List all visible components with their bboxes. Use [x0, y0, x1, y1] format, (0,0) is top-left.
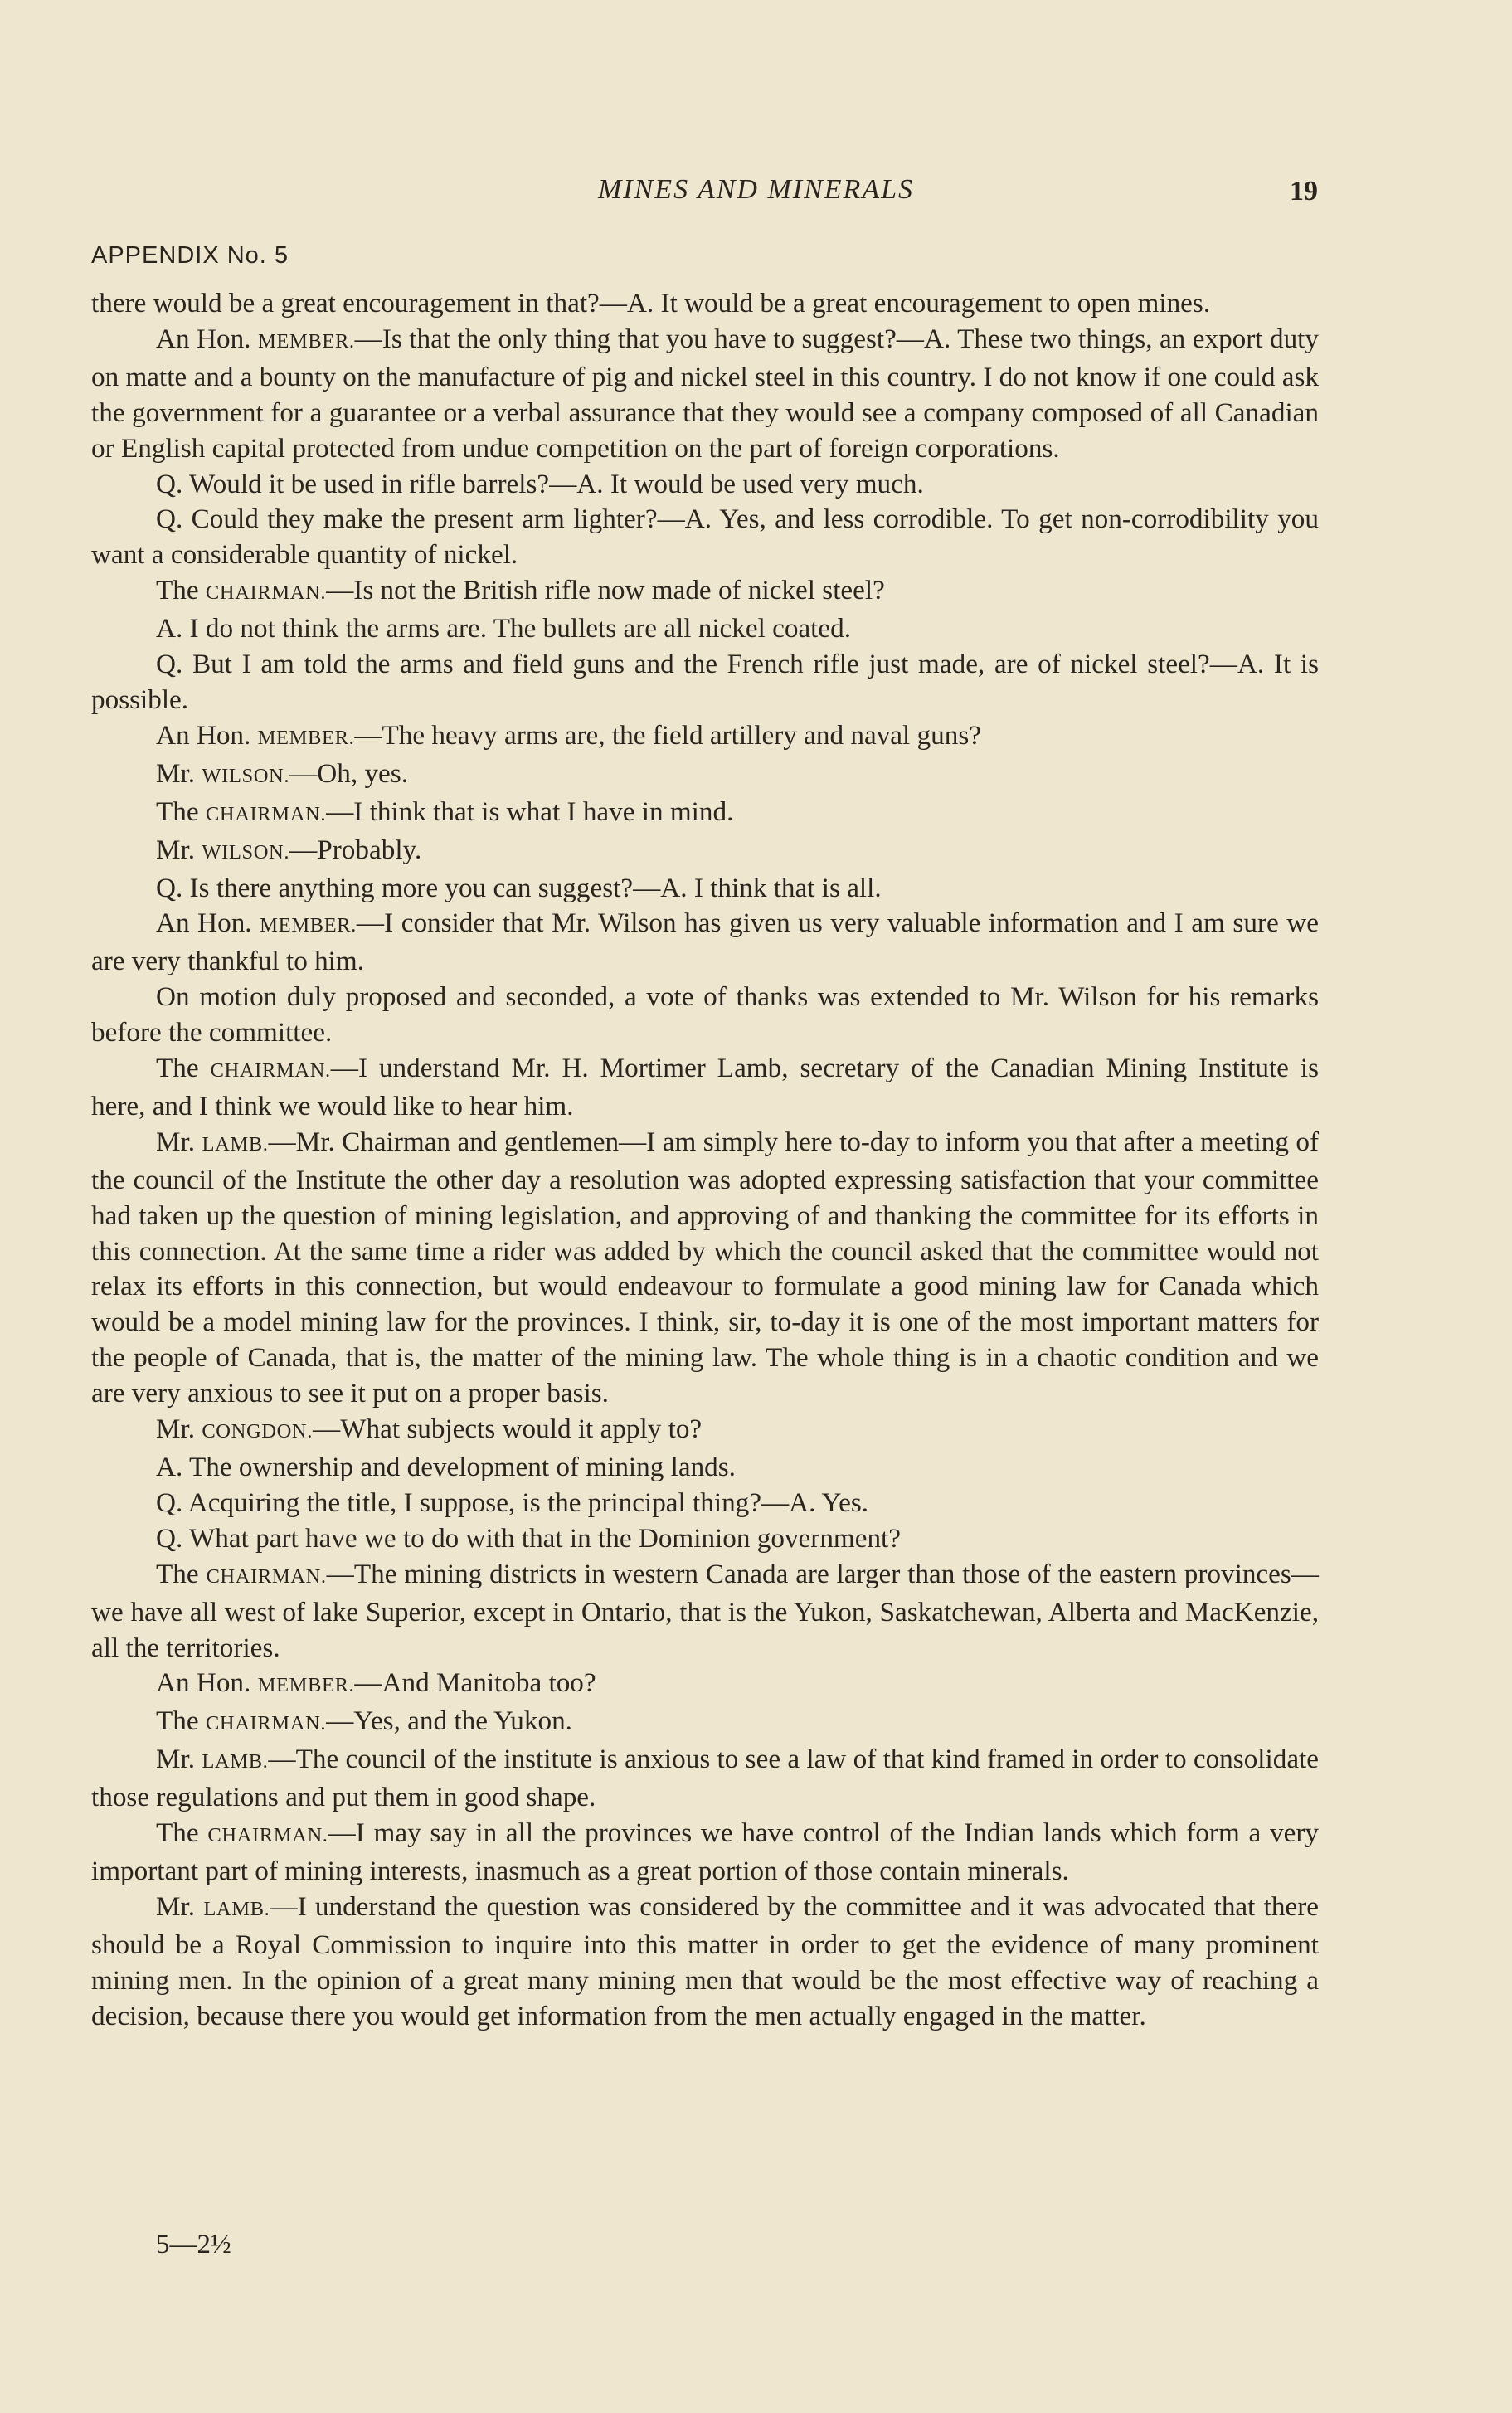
- paragraph-text: —Probably.: [289, 834, 422, 865]
- speaker-name: The CHAIRMAN.: [156, 575, 327, 606]
- paragraph-text: —Is that the only thing that you have to suggest?—A. These two things, an export duty on matte and a bounty on the manufacture of pig and nickel steel in this country. I do not know if one could ask the government for a guarantee or a verbal assurance that they would see a company composed of all Canadian or English capital protected from undue competition on the part of foreign corporations.: [91, 323, 1319, 464]
- paragraph-text: —The council of the institute is anxious to see a law of that kind framed in order to consolidate those regulations and put them in good shape.: [91, 1744, 1319, 1813]
- paragraph-text: Q. Acquiring the title, I suppose, is the principal thing?—A. Yes.: [156, 1486, 869, 1518]
- appendix-label: APPENDIX No. 5: [91, 242, 289, 269]
- paragraph-text: there would be a great encouragement in that?—A. It would be a great encouragement to open mines.: [91, 288, 1211, 319]
- paragraph: [91, 833, 1319, 871]
- paragraph: [91, 1890, 1319, 2035]
- speaker-name: Mr. LAMB.: [156, 1890, 270, 1922]
- speaker-name: The CHAIRMAN.: [156, 1053, 331, 1084]
- paragraph-text: —The heavy arms are, the field artillery and naval guns?: [354, 719, 981, 751]
- speaker-name: An Hon. MEMBER.: [156, 719, 355, 751]
- speaker-name: Mr. LAMB.: [156, 1744, 269, 1775]
- paragraph: [91, 1412, 1319, 1450]
- paragraph-text: —What subjects would it apply to?: [313, 1413, 703, 1445]
- paragraph: [91, 718, 1319, 756]
- page-number: 19: [1290, 176, 1318, 207]
- paragraph-text: —And Manitoba too?: [354, 1667, 596, 1699]
- running-title: MINES AND MINERALS: [597, 174, 914, 205]
- paragraph: [91, 467, 1319, 503]
- paragraph: [91, 871, 1319, 907]
- speaker-name: An Hon. MEMBER.: [156, 1667, 355, 1699]
- paragraph: [91, 573, 1319, 611]
- paragraph-text: Q. What part have we to do with that in the Dominion government?: [156, 1522, 902, 1554]
- paragraph-text: —I consider that Mr. Wilson has given us very valuable information and I am sure we are very thankful to him.: [91, 907, 1319, 977]
- paragraph-text: —Is not the British rifle now made of nickel steel?: [326, 575, 885, 606]
- speaker-name: The CHAIRMAN.: [156, 1817, 328, 1849]
- paragraph: [91, 647, 1319, 718]
- paragraph: [91, 1816, 1319, 1890]
- speaker-name: The CHAIRMAN.: [156, 1705, 327, 1737]
- paragraph: [91, 1666, 1319, 1704]
- paragraph-text: —I may say in all the provinces we have control of the Indian lands which form a very important part of mining interests, inasmuch as a great portion of those contain minerals.: [91, 1817, 1319, 1886]
- paragraph-text: Q. Could they make the present arm lighter?—A. Yes, and less corrodible. To get non-corrodibility you want a considerable quantity of nickel.: [91, 504, 1319, 571]
- paragraph: [91, 1125, 1319, 1412]
- paragraph: [91, 322, 1319, 467]
- paragraph-text: —I think that is what I have in mind.: [326, 795, 734, 827]
- paragraph-text: —Mr. Chairman and gentlemen—I am simply here to-day to inform you that after a meeting of the council of the Institute the other day a resolution was adopted expressing satisfaction that your committee had taken up the question of mining legislation, and approving of and thanking the committee for its efforts in this connection. At the same time a rider was added by which the council asked that the committee would not relax its efforts in this connection, but would endeavour to formulate a good mining law for Canada which would be a model mining law for the provinces. I think, sir, to-day it is one of the most important matters for the people of Canada, that is, the matter of the mining law. The whole thing is in a chaotic condition and we are very anxious to see it put on a proper basis.: [91, 1126, 1320, 1409]
- paragraph: [91, 1450, 1319, 1486]
- paragraph: [91, 795, 1319, 833]
- paragraph: [91, 906, 1319, 980]
- speaker-name: An Hon. MEMBER.: [156, 323, 355, 354]
- paragraph: [91, 1521, 1319, 1557]
- paragraph-text: A. The ownership and development of mining lands.: [156, 1452, 736, 1482]
- paragraph-text: A. I do not think the arms are. The bullets are all nickel coated.: [156, 613, 852, 645]
- paragraph: [91, 611, 1319, 647]
- paragraph-text: On motion duly proposed and seconded, a vote of thanks was extended to Mr. Wilson for his remarks before the committee.: [91, 981, 1319, 1048]
- paragraph-text: —Oh, yes.: [289, 757, 408, 789]
- paragraph: [91, 1557, 1319, 1666]
- paragraph-text: —I understand Mr. H. Mortimer Lamb, secretary of the Canadian Mining Institute is here, and I think we would like to hear him.: [91, 1053, 1319, 1121]
- speaker-name: Mr. WILSON.: [156, 757, 290, 789]
- paragraph-text: Q. Is there anything more you can suggest?—A. I think that is all.: [156, 872, 882, 903]
- paragraph: [91, 286, 1319, 322]
- paragraph: [91, 502, 1319, 573]
- paragraph: [91, 1704, 1319, 1742]
- speaker-name: Mr. CONGDON.: [156, 1413, 313, 1445]
- paragraph: [91, 1051, 1319, 1125]
- paragraph-text: Q. But I am told the arms and field guns and the French rifle just made, are of nickel steel?—A. It is possible.: [91, 649, 1319, 715]
- paragraph: [91, 756, 1319, 795]
- speaker-name: Mr. LAMB.: [156, 1126, 269, 1157]
- speaker-name: Mr. WILSON.: [156, 834, 290, 865]
- paragraph: [91, 1486, 1319, 1521]
- paragraph: [91, 1742, 1319, 1816]
- signature-mark: 5—2½: [156, 2230, 231, 2260]
- paragraph-text: —The mining districts in western Canada are larger than those of the eastern provinces—we have all west of lake Superior, except in Ontario, that is the Yukon, Saskatchewan, Alberta and MacKenzie, all the territories.: [91, 1558, 1319, 1663]
- speaker-name: The CHAIRMAN.: [156, 1558, 327, 1589]
- paragraph-text: —Yes, and the Yukon.: [326, 1705, 572, 1737]
- paragraph-text: —I understand the question was considered by the committee and it was advocated that there should be a Royal Commission to inquire into this matter in order to get the evidence of many prominent mining men. In the opinion of a great many mining men that would be the most effective way of reaching a decision, because there you would get information from the men actually engaged in the matter.: [91, 1890, 1319, 2031]
- speaker-name: The CHAIRMAN.: [156, 795, 327, 827]
- paragraph-text: Q. Would it be used in rifle barrels?—A. It would be used very much.: [156, 468, 924, 499]
- body-text: [91, 286, 1319, 2035]
- paragraph: [91, 980, 1319, 1051]
- speaker-name: An Hon. MEMBER.: [156, 907, 357, 939]
